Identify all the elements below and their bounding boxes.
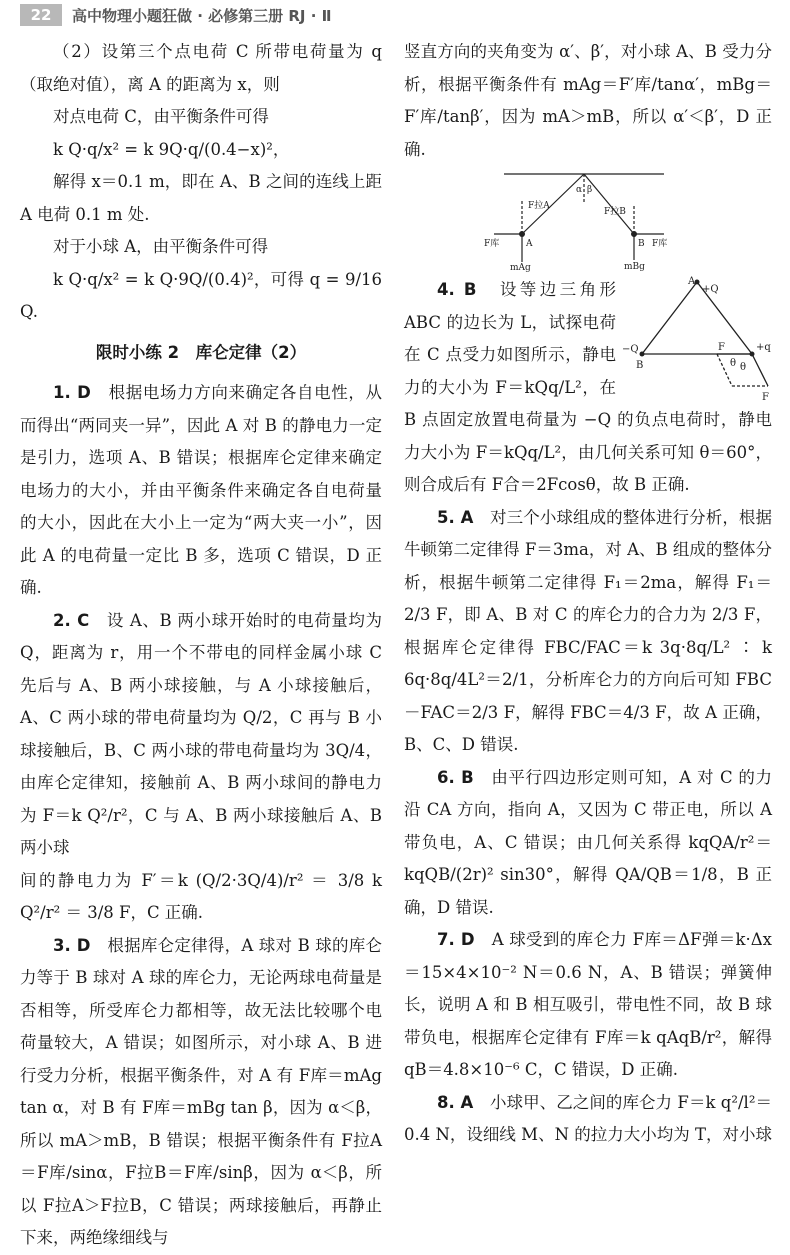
fig2-label: F bbox=[762, 392, 769, 403]
page-number: 22 bbox=[20, 4, 62, 26]
answer-4 bbox=[404, 274, 772, 502]
fig1-label: mAg bbox=[510, 263, 531, 273]
force-arrow bbox=[752, 354, 768, 386]
force-diagram-two-balls bbox=[484, 170, 684, 273]
answer-7-text: A 球受到的库仑力 F库＝ΔF弹＝k·Δx＝15×4×10⁻² N＝0.6 N，A、B 错误；弹簧伸长，说明 A 和 B 相互吸引，带电性不同，故 B 球带负电，根据库仑定律有 F库＝k qAqB/r²，解得 qB＝4.8×10⁻⁶ C，C 错误，D 正确. bbox=[404, 930, 772, 1079]
fig2-label: −Q bbox=[622, 344, 639, 355]
fig2-label: B bbox=[636, 360, 644, 371]
fig1-label: β bbox=[587, 185, 593, 195]
section-title: 限时小练 2 库仑定律（2） bbox=[95, 342, 307, 362]
answer-5 bbox=[404, 502, 772, 762]
answer-1-text: 根据电场力方向来确定各自电性，从而得出“两同夹一异”，因此 A 对 B 的静电力一定是引力，选项 A、B 错误；根据库仑定律来确定电场力的大小，并由平衡条件来确定各自电荷量的大小，因此在大小上一定为“两大夹一小”，因此 A 的电荷量一定比 B 多，选项 C 错误，D 正确. bbox=[20, 383, 383, 597]
fig1-label: F库 bbox=[652, 239, 668, 249]
fig1-label: B bbox=[638, 239, 645, 249]
fig2-label: θ bbox=[730, 358, 737, 369]
ball-b bbox=[631, 231, 637, 237]
page-header bbox=[0, 0, 790, 30]
formula-l3: k Q·q/x² = k 9Q·q/(0.4−x)²， bbox=[53, 139, 290, 159]
answer-3-num: 3. D bbox=[53, 935, 91, 955]
answer-5-text: 对三个小球组成的整体进行分析，根据牛顿第二定律得 F＝3ma，对 A、B 组成的整体分析，根据牛顿第二定律得 F₁＝2ma，解得 F₁＝2/3 F，即 A、B 对 C 的库仑力的合力为 2/3 F，根据库仑定律得 FBC/FAC＝k 3q·8q/L² ∶ k 6q·8q/4L²＝2/1，分析库仑力的方向后可知 FBC－FAC＝2/3 F，解得 FBC＝4/3 F，故 A 正确，B、C、D 错误. bbox=[404, 507, 773, 754]
book-title: 高中物理小题狂做 · 必修第三册 RJ · Ⅱ bbox=[72, 6, 332, 25]
fig1-label: α bbox=[576, 185, 583, 195]
ball-a bbox=[519, 231, 525, 237]
answer-3-text: 根据库仑定律得，A 球对 B 球的库仑力等于 B 球对 A 球的库仑力，无论两球电荷量是否相等，所受库仑力都相等，故无法比较哪个电荷量较大，A 错误；如图所示，对小球 A、B 进行受力分析，根据平衡条件，对 A 有 F库＝mAg tan α，对 B 有 F库＝mBg tan β，因为 α＜β，所以 mA＞mB，B 错误；根据平衡条件有 F拉A＝F库/sinα，F拉B＝F库/sinβ，因为 α＜β，所以 F拉A＞F拉B，C 错误；两球接触后，再静止下来，两绝缘细线与 bbox=[20, 935, 383, 1247]
answer-8 bbox=[404, 1087, 772, 1152]
answer-8-num: 8. A bbox=[437, 1092, 474, 1112]
force-diagram-triangle bbox=[622, 274, 772, 404]
formula-l6: k Q·q/x² = k Q·9Q/(0.4)²，可得 q = 9/16 Q. bbox=[20, 269, 382, 321]
fig1-label: F拉A bbox=[528, 201, 550, 211]
para-l5: 对于小球 A，由平衡条件可得 bbox=[53, 237, 269, 256]
point-b bbox=[640, 352, 645, 357]
fig2-label: F bbox=[718, 342, 725, 353]
para-l1: （2）设第三个点电荷 C 所带电荷量为 q（取绝对值），离 A 的距离为 x，则 bbox=[20, 42, 382, 94]
answer-7 bbox=[404, 924, 772, 1087]
right-column bbox=[404, 36, 772, 1152]
triangle bbox=[642, 282, 752, 354]
answer-2 bbox=[20, 605, 382, 865]
answer-1 bbox=[20, 377, 382, 605]
fig1-label: F拉B bbox=[604, 207, 626, 217]
fig2-label: A bbox=[688, 276, 696, 287]
answer-7-num: 7. D bbox=[437, 930, 475, 949]
para-l4: 解得 x＝0.1 m，即在 A、B 之间的连线上距 A 电荷 0.1 m 处. bbox=[20, 172, 382, 224]
answer-2-text: 设 A、B 两小球开始时的电荷量均为 Q，距离为 r，用一个不带电的同样金属小球 C 先后与 A、B 两小球接触，与 A 小球接触后，A、C 两小球的带电荷量均为 Q/2，C 再与 B 小球接触后，B、C 两小球的带电荷量均为 3Q/4，由库仑定律知，接触前 A、B 两小球间的静电力为 F＝k Q²/r²，C 与 A、B 两小球接触后 A、B 两小球 bbox=[20, 610, 383, 857]
fig2-label: +q bbox=[756, 342, 771, 353]
para-r1: 竖直方向的夹角变为 α′、β′，对小球 A、B 受力分析，根据平衡条件有 mAg＝F′库/tanα′，mBg＝F′库/tanβ′，因为 mA＞mB，所以 α′＜β′，D 正确. bbox=[404, 42, 772, 159]
answer-2-num: 2. C bbox=[53, 610, 90, 630]
fig1-label: mBg bbox=[624, 262, 645, 272]
fig2-label: +Q bbox=[702, 284, 719, 295]
point-c bbox=[750, 352, 755, 357]
answer-2-cont: 间的静电力为 F′＝k (Q/2·3Q/4)/r² ＝ 3/8 k Q²/r² ＝ 3/8 F，C 正确. bbox=[20, 870, 382, 922]
answer-6-num: 6. B bbox=[437, 767, 474, 787]
fig2-label: θ bbox=[740, 362, 747, 373]
answer-8-text: 小球甲、乙之间的库仑力 F＝k q²/l²＝0.4 N，设细线 M、N 的拉力大小均为 T，对小球 bbox=[404, 1092, 772, 1144]
answer-3 bbox=[20, 930, 382, 1255]
point-a bbox=[695, 280, 700, 285]
left-column bbox=[20, 36, 382, 1255]
fig1-label: F库 bbox=[484, 239, 500, 249]
answer-5-num: 5. A bbox=[437, 507, 474, 527]
thread-b bbox=[584, 174, 634, 234]
fig1-label: A bbox=[526, 239, 533, 249]
para-l2: 对点电荷 C，由平衡条件可得 bbox=[53, 107, 269, 126]
answer-1-num: 1. D bbox=[53, 383, 91, 402]
answer-4-text: 设等边三角形 ABC 的边长为 L，试探电荷在 C 点受力如图所示，静电力的大小为 F＝kQq/L²，在 B 点固定放置电荷量为 −Q 的负点电荷时，静电力大小为 F＝kQq/L²，由几何关系可知 θ＝60°，则合成后有 F合＝2Fcosθ，故 B 正确. bbox=[404, 280, 772, 494]
answer-4-num: 4. B bbox=[437, 280, 477, 299]
answer-6 bbox=[404, 762, 772, 925]
answer-6-text: 由平行四边形定则可知，A 对 C 的力沿 CA 方向，指向 A，又因为 C 带正电，所以 A 带负电，A、C 错误；由几何关系得 kqQA/r²＝kqQB/(2r)² sin30°，解得 QA/QB＝1/8，B 正确，D 错误. bbox=[404, 767, 773, 917]
